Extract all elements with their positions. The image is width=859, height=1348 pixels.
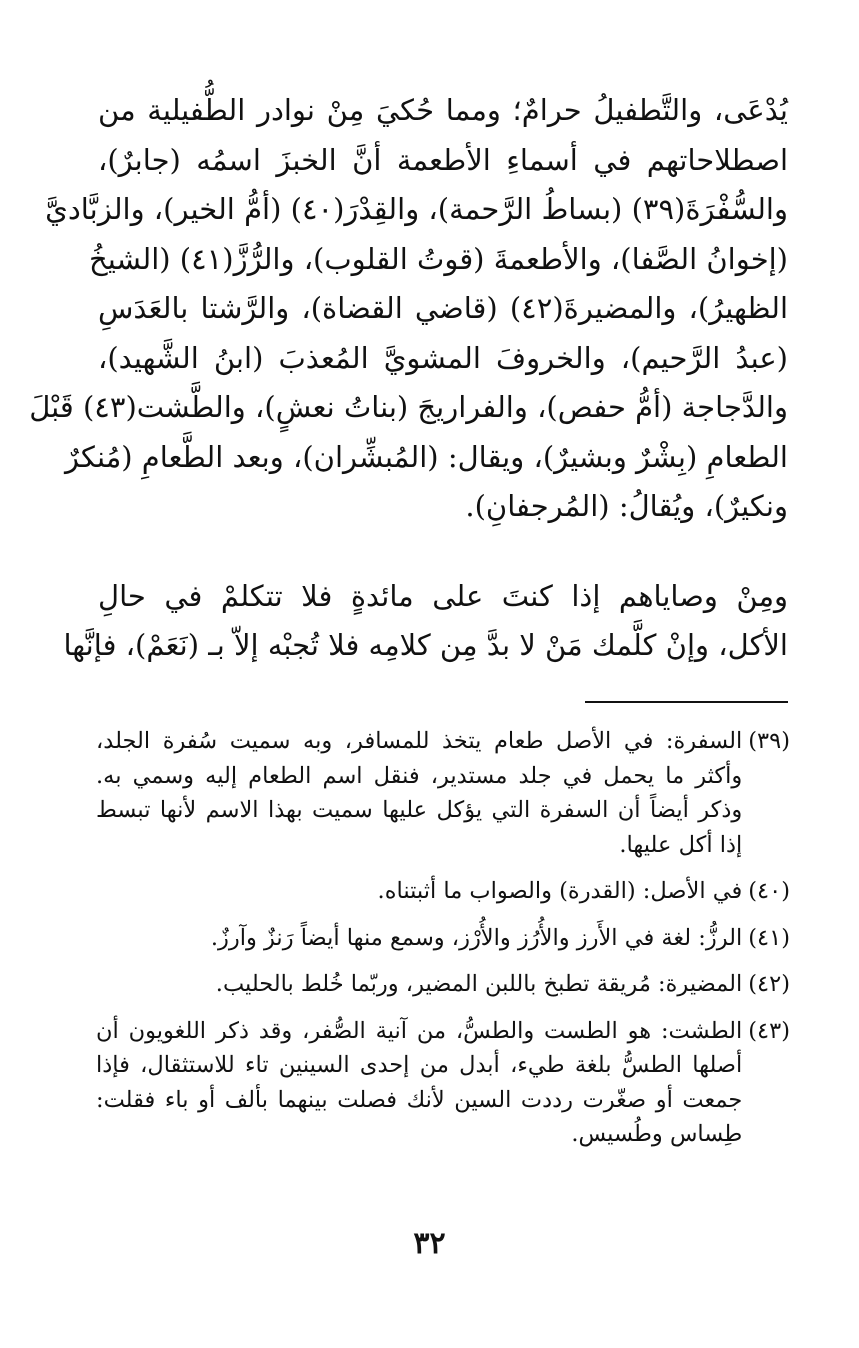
footnote-43	[96, 1014, 790, 1152]
footnote-body	[96, 874, 742, 909]
footnote-number: (٣٩)	[748, 728, 790, 754]
text-line: الأكل، وإنْ كلَّمك مَنْ لا بدَّ مِن كلامِه فلا تُجبْه إلاّ بـ (نَعَمْ)، فإنَّها	[63, 628, 788, 662]
footnote-separator	[585, 701, 788, 703]
footnote-line: وذكر أيضاً أن السفرة التي يؤكل عليها سميت بهذا الاسم لأنها تبسط	[96, 797, 743, 823]
footnote-line: الطشت: هو الطست والطسُّ، من آنية الصُّفر، وقد ذكر اللغويون أن	[96, 1017, 743, 1044]
text-line: ونكيرٌ)، ويُقالُ: (المُرجفانِ).	[465, 489, 788, 523]
footnote-number: (٤٣)	[748, 1017, 790, 1044]
footnote-body	[96, 921, 742, 956]
page-number: ٣٢	[413, 1226, 446, 1261]
text-line: والدَّجاجة (أمُّ حفص)، والفراريجَ (بناتُ نعشٍ)، والطَّشت(٤٣) قَبْلَ	[29, 390, 788, 424]
footnote-39	[96, 724, 790, 862]
footnote-number: (٤٠)	[748, 878, 790, 904]
footnote-number: (٤١)	[748, 924, 790, 951]
footnote-line: في الأصل: (القدرة) والصواب ما أثبتناه.	[377, 878, 743, 904]
footnote-body	[96, 967, 742, 1002]
text-line: (عبدُ الرَّحيم)، والخروفَ المشويَّ المُعذبَ (ابنُ الشَّهيد)،	[98, 340, 788, 375]
paragraph-2	[63, 572, 788, 671]
footnote-40	[96, 874, 790, 909]
footnote-line: المضيرة: مُريقة تطبخ باللبن المضير، وربّما خُلط بالحليب.	[215, 971, 743, 997]
footnotes	[96, 724, 790, 1164]
footnote-line: وأكثر ما يحمل في جلد مستدير، فنقل اسم الطعام إليه وسمي به.	[96, 762, 743, 789]
text-line: اصطلاحاتهم في أسماءِ الأطعمة أنَّ الخبزَ اسمُه (جابرٌ)،	[98, 142, 788, 177]
footnote-42	[96, 967, 790, 1002]
text-line: الطعامِ (بِشْرٌ وبشيرٌ)، ويقال: (المُبشِّران)، وبعد الطَّعامِ (مُنكرٌ	[64, 439, 788, 474]
footnote-line: جمعت أو صغّرت رددت السين لأنك فصلت بينهما بألف أو باء فقلت:	[96, 1086, 743, 1113]
text-line: (إخوانُ الصَّفا)، والأطعمةَ (قوتُ القلوب)، والرُّزَّ(٤١) (الشيخُ	[89, 241, 788, 276]
main-text	[29, 86, 788, 671]
footnote-body	[96, 1014, 742, 1152]
footnote-body	[96, 724, 742, 862]
paragraph-1	[29, 86, 788, 532]
text-line: ومِنْ وصاياهم إذا كنتَ على مائدةٍ فلا تتكلمْ في حالِ	[98, 578, 788, 613]
text-line: الظهيرُ)، والمضيرةَ(٤٢) (قاضي القضاة)، والرَّشتا بالعَدَسِ	[98, 291, 788, 325]
text-line: والسُّفْرَةَ(٣٩) (بساطُ الرَّحمة)، والقِدْرَ(٤٠) (أمُّ الخير)، والزبَّاديَّ	[45, 192, 788, 226]
text-line: يُدْعَى، والتَّطفيلُ حرامٌ؛ ومما حُكيَ مِنْ نوادر الطُّفيلية من	[98, 93, 788, 127]
footnote-number: (٤٢)	[748, 971, 790, 997]
footnote-line: طِساس وطُسيس.	[571, 1121, 743, 1147]
footnote-line: السفرة: في الأصل طعام يتخذ للمسافر، وبه سميت سُفرة الجلد،	[96, 728, 743, 754]
footnote-41	[96, 921, 790, 956]
footnote-line: أصلها الطسُّ بلغة طيء، أبدل من إحدى السينين تاء للاستثقال، فإذا	[96, 1052, 743, 1078]
footnote-line: إذا أكل عليها.	[619, 831, 743, 858]
footnote-line: الرزُّ: لغة في الأَرز والأُرُز والأُرْز، وسمع منها أيضاً رَنزٌ وآرزٌ.	[210, 924, 743, 951]
